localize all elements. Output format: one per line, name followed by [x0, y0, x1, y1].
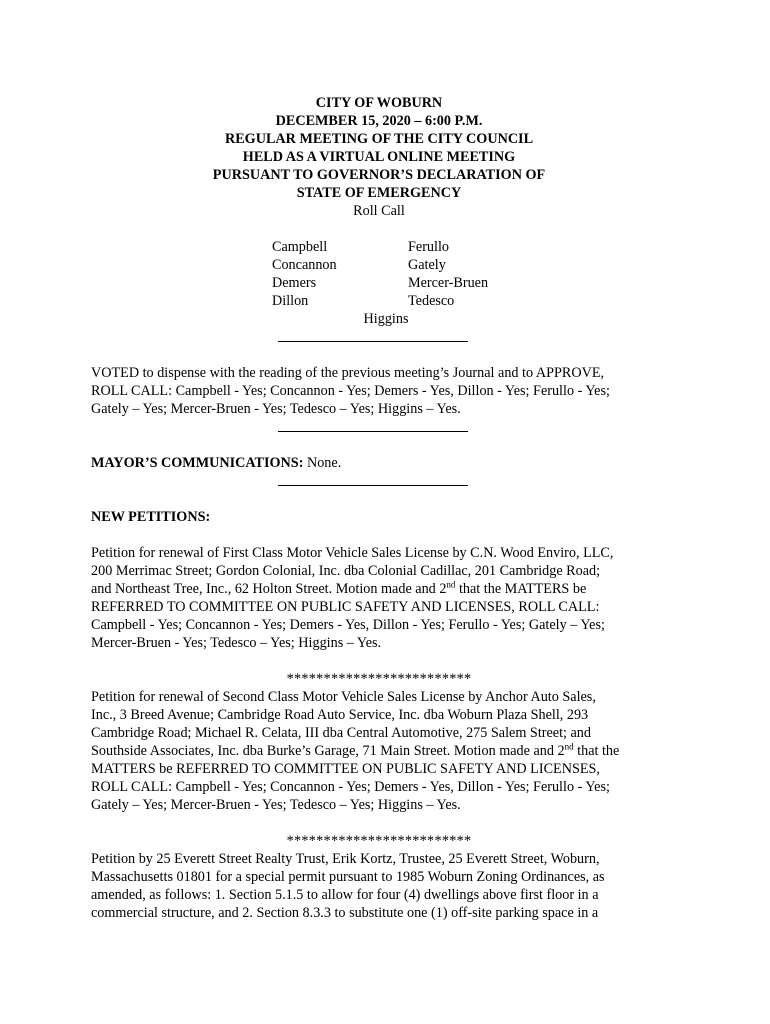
text-line: Campbell - Yes; Concannon - Yes; Demers - Yes, Dillon - Yes; Ferullo - Yes; Gately – Yes;: [91, 617, 605, 633]
meeting-format: HELD AS A VIRTUAL ONLINE MEETING: [242, 149, 516, 165]
text-line: MATTERS be REFERRED TO COMMITTEE ON PUBLIC SAFETY AND LICENSES,: [91, 761, 600, 777]
text-line: 200 Merrimac Street; Gordon Colonial, Inc. dba Colonial Cadillac, 201 Cambridge Road;: [91, 563, 601, 579]
text-line: Inc., 3 Breed Avenue; Cambridge Road Auto Service, Inc. dba Woburn Plaza Shell, 293: [91, 707, 589, 723]
text-line: commercial structure, and 2. Section 8.3.3 to substitute one (1) off-site parking space in a: [91, 905, 599, 921]
separator: *************************: [286, 671, 472, 687]
text-line: ROLL CALL: Campbell - Yes; Concannon - Yes; Demers - Yes, Dillon - Yes; Ferullo - Yes;: [91, 779, 610, 795]
section-heading: NEW PETITIONS:: [91, 509, 211, 525]
member-name: Tedesco: [408, 293, 455, 309]
text-line: Gately – Yes; Mercer-Bruen - Yes; Tedesco – Yes; Higgins – Yes.: [91, 401, 461, 417]
member-list: [91, 238, 667, 310]
section-heading: MAYOR’S COMMUNICATIONS:: [91, 455, 304, 471]
member-column-left: [272, 238, 337, 310]
meeting-authority-cont: STATE OF EMERGENCY: [296, 185, 462, 201]
member-name: Campbell: [272, 239, 328, 255]
member-name: Dillon: [272, 293, 309, 309]
petition-second-class: [91, 688, 667, 814]
member-name-center: Higgins: [363, 311, 409, 327]
header-block: [91, 94, 667, 220]
meeting-date: DECEMBER 15, 2020 – 6:00 P.M.: [275, 113, 483, 129]
member-name: Concannon: [272, 257, 337, 273]
member-name: Gately: [408, 257, 446, 273]
document-page: [91, 94, 667, 922]
meeting-authority: PURSUANT TO GOVERNOR’S DECLARATION OF: [212, 167, 546, 183]
member-column-right: [408, 238, 488, 310]
section-value: None.: [306, 455, 342, 471]
text-line: and Northeast Tree, Inc., 62 Holton Street. Motion made and 2nd that the MATTERS be: [91, 579, 587, 597]
text-line: Massachusetts 01801 for a special permit pursuant to 1985 Woburn Zoning Ordinances, as: [91, 869, 605, 885]
text-line: Mercer-Bruen - Yes; Tedesco – Yes; Higgins – Yes.: [91, 635, 382, 651]
journal-vote: [91, 364, 667, 418]
text-line: amended, as follows: 1. Section 5.1.5 to allow for four (4) dwellings above first floor in a: [91, 887, 599, 903]
text-line: Petition by 25 Everett Street Realty Trust, Erik Kortz, Trustee, 25 Everett Street, Woburn,: [91, 851, 600, 867]
divider: [91, 328, 667, 346]
text-line: Petition for renewal of First Class Motor Vehicle Sales License by C.N. Wood Enviro, LLC,: [91, 545, 614, 561]
meeting-type: REGULAR MEETING OF THE CITY COUNCIL: [224, 131, 534, 147]
mayor-communications: [91, 454, 667, 472]
text-line: REFERRED TO COMMITTEE ON PUBLIC SAFETY AND LICENSES, ROLL CALL:: [91, 599, 600, 615]
text-line: Southside Associates, Inc. dba Burke’s Garage, 71 Main Street. Motion made and 2nd that the: [91, 741, 620, 759]
text-line: Cambridge Road; Michael R. Celata, III dba Central Automotive, 275 Salem Street; and: [91, 725, 591, 741]
petition-first-class: [91, 544, 667, 652]
city-title: CITY OF WOBURN: [315, 95, 443, 111]
member-name: Ferullo: [408, 239, 449, 255]
member-name: Mercer-Bruen: [408, 275, 489, 291]
petition-special-permit: [91, 850, 667, 922]
text-line: Gately – Yes; Mercer-Bruen - Yes; Tedesco – Yes; Higgins – Yes.: [91, 797, 461, 813]
roll-call-label: Roll Call: [353, 203, 405, 219]
text-line: VOTED to dispense with the reading of the previous meeting’s Journal and to APPROVE,: [91, 365, 605, 381]
separator: *************************: [286, 833, 472, 849]
member-name: Demers: [272, 275, 317, 291]
text-line: ROLL CALL: Campbell - Yes; Concannon - Yes; Demers - Yes, Dillon - Yes; Ferullo - Yes;: [91, 383, 610, 399]
divider: [91, 418, 667, 436]
divider: [91, 472, 667, 490]
text-line: Petition for renewal of Second Class Motor Vehicle Sales License by Anchor Auto Sales,: [91, 689, 596, 705]
